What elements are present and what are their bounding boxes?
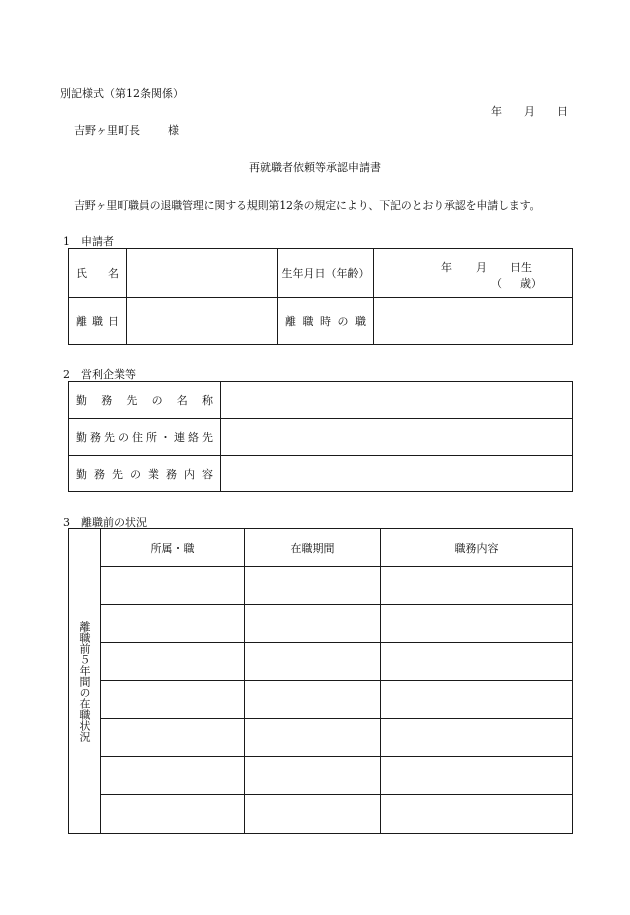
department-cell[interactable]	[101, 643, 245, 681]
retire-date-field[interactable]	[127, 298, 278, 345]
history-side-label: 離職前５年間の在職状況	[69, 529, 101, 834]
table-row	[69, 681, 573, 719]
employer-business-field[interactable]	[221, 456, 573, 492]
name-label: 氏 名	[69, 249, 127, 298]
period-cell[interactable]	[245, 795, 381, 834]
period-cell[interactable]	[245, 643, 381, 681]
form-reference: 別記様式（第12条関係）	[60, 87, 184, 100]
employer-table	[68, 381, 573, 492]
column-header-duties: 職務内容	[381, 529, 573, 567]
retire-post-label: 離職時の職	[278, 298, 374, 345]
employer-business-label: 勤務先の業務内容	[69, 456, 221, 492]
birth-field[interactable]	[374, 249, 573, 298]
addressee-suffix: 様	[168, 124, 179, 137]
employer-address-field[interactable]	[221, 419, 573, 456]
employer-address-label: 勤務先の住所・連絡先	[69, 419, 221, 456]
applicant-table	[68, 248, 573, 345]
retire-post-field[interactable]	[374, 298, 573, 345]
birth-day-label: 日生	[510, 261, 532, 274]
duties-cell[interactable]	[381, 567, 573, 605]
table-row	[69, 643, 573, 681]
duties-cell[interactable]	[381, 643, 573, 681]
section-history-heading: 3 離職前の状況	[63, 516, 147, 529]
intro-text: 吉野ヶ里町職員の退職管理に関する規則第12条の規定により、下記のとおり承認を申請します。	[74, 199, 541, 212]
period-cell[interactable]	[245, 605, 381, 643]
period-cell[interactable]	[245, 719, 381, 757]
birth-year-label: 年	[441, 261, 452, 274]
employer-name-label: 勤務先の名称	[69, 382, 221, 419]
department-cell[interactable]	[101, 605, 245, 643]
department-cell[interactable]	[101, 719, 245, 757]
column-header-department: 所属・職	[101, 529, 245, 567]
duties-cell[interactable]	[381, 795, 573, 834]
date-month-label: 月	[524, 105, 535, 118]
table-row	[69, 757, 573, 795]
document-title: 再就職者依頼等承認申請書	[249, 161, 381, 174]
retire-date-label: 離職日	[69, 298, 127, 345]
duties-cell[interactable]	[381, 681, 573, 719]
column-header-period: 在職期間	[245, 529, 381, 567]
addressee: 吉野ヶ里町長	[74, 124, 140, 137]
department-cell[interactable]	[101, 795, 245, 834]
duties-cell[interactable]	[381, 719, 573, 757]
duties-cell[interactable]	[381, 605, 573, 643]
date-day-label: 日	[557, 105, 568, 118]
duties-cell[interactable]	[381, 757, 573, 795]
period-cell[interactable]	[245, 681, 381, 719]
age-open-paren: （	[491, 277, 502, 290]
employer-name-field[interactable]	[221, 382, 573, 419]
birth-month-label: 月	[476, 261, 487, 274]
period-cell[interactable]	[245, 567, 381, 605]
age-label: 歳）	[520, 277, 542, 290]
department-cell[interactable]	[101, 567, 245, 605]
name-field[interactable]	[127, 249, 278, 298]
birth-label: 生年月日（年齢）	[278, 249, 374, 298]
section-employer-heading: 2 営利企業等	[63, 368, 136, 381]
table-row	[69, 605, 573, 643]
date-year-label: 年	[491, 105, 502, 118]
department-cell[interactable]	[101, 681, 245, 719]
table-row	[69, 719, 573, 757]
department-cell[interactable]	[101, 757, 245, 795]
table-row	[69, 795, 573, 834]
history-table	[68, 528, 573, 834]
table-row	[69, 567, 573, 605]
period-cell[interactable]	[245, 757, 381, 795]
section-applicant-heading: 1 申請者	[63, 235, 114, 248]
